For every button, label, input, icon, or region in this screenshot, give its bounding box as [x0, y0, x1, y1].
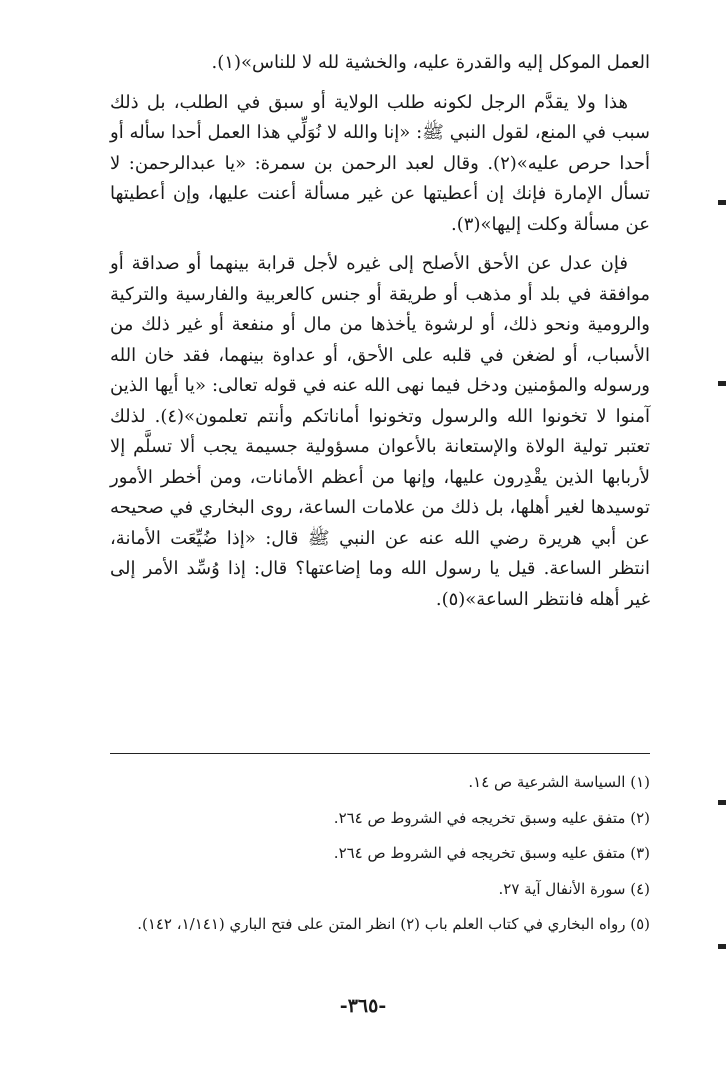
footnote-3: (٣) متفق عليه وسبق تخريجه في الشروط ص ٢٦٤.	[333, 844, 650, 862]
footnote-separator	[110, 753, 650, 754]
scan-edge-mark	[718, 944, 726, 949]
scan-edge-mark	[718, 800, 726, 805]
scan-edge-mark	[718, 381, 726, 386]
scan-edge-mark	[718, 200, 726, 205]
paragraph-3: فإن عدل عن الأحق الأصلح إلى غيره لأجل قرابة بينهما أو صداقة أو موافقة في بلد أو مذهب أو طريقة أو جنس كالعربية والفارسية والتركية والرومية ونحو ذلك، أو لرشوة يأخذها من مال أو منفعة أو غير ذلك من الأسباب، أو لضغن في قلبه على الأحق، أو عداوة بينهما، فقد خان الله ورسوله والمؤمنين ودخل فيما نهى الله عنه في قوله تعالى: «يا أيها الذين آمنوا لا تخونوا الله والرسول وتخونوا أماناتكم وأنتم تعلمون»(٤). لذلك تعتبر تولية الولاة والإستعانة بالأعوان مسؤولية جسيمة يجب ألا تسلَّم إلا لأربابها الذين يقْدِرون عليها، وإنها من أعظم الأمانات، ومن أخطر الأمور توسيدها لغير أهلها، بل ذلك من علامات الساعة، روى البخاري في صحيحه عن أبي هريرة رضي الله عنه عن النبي ﷺ قال: «إذا ضُيِّعَت الأمانة، انتظر الساعة. قيل يا رسول الله وما إضاعتها؟ قال: إذا وُسِّد الأمر إلى غير أهله فانتظر الساعة»(٥).	[110, 253, 650, 610]
main-text	[110, 48, 650, 624]
paragraph-2: هذا ولا يقدَّم الرجل لكونه طلب الولاية أو سبق في الطلب، بل ذلك سبب في المنع، لقول النبي ﷺ: «إنا والله لا نُوَلِّي هذا العمل أحدا سأله أو أحدا حرص عليه»(٢). وقال لعبد الرحمن بن سمرة: «يا عبدالرحمن: لا تسأل الإمارة فإنك إن أعطيتها عن غير مسألة أعنت عليها، وإن أعطيتها عن مسألة وكلت إليها»(٣).	[110, 91, 650, 235]
footnote-1: (١) السياسة الشرعية ص ١٤.	[468, 773, 650, 791]
footnote-4: (٤) سورة الأنفال آية ٢٧.	[498, 879, 650, 898]
footnotes	[110, 768, 650, 946]
footnote-2: (٢) متفق عليه وسبق تخريجه في الشروط ص ٢٦٤.	[333, 808, 650, 827]
page-number: -٣٦٥-	[339, 995, 387, 1017]
paragraph-1: العمل الموكل إليه والقدرة عليه، والخشية لله لا للناس»(١).	[211, 52, 650, 73]
footnote-5: (٥) رواه البخاري في كتاب العلم باب (٢) انظر المتن على فتح الباري (١/١٤١، ١٤٢).	[137, 915, 650, 933]
